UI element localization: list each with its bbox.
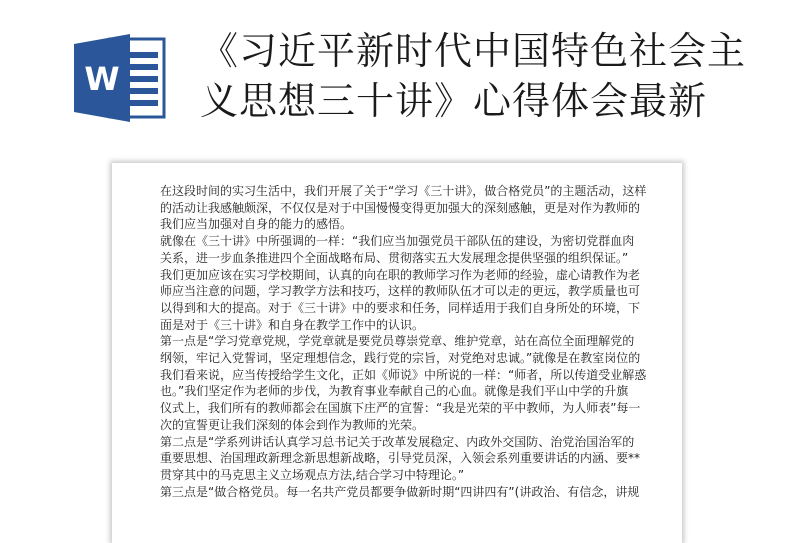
document-line: 以得到和大的提高。对于《三十讲》中的要求和任务，同样适用于我们自身所处的环境，下: [160, 300, 641, 315]
document-line: 师应当注意的问题，学习教学方法和技巧，这样的教师队伍才可以走的更远，教学质量也可: [160, 284, 641, 299]
document-line: 面是对于《三十讲》和自身在教学工作中的认识。: [160, 317, 425, 332]
page-title: [200, 26, 780, 126]
document-line: 关系，进一步血条推进四个全面战略布局、贯彻落实五大发展理念提供坚强的组织保证。”: [160, 250, 629, 265]
document-line: 次的宣誓更让我们深刻的体会到作为教师的光荣。: [160, 417, 425, 432]
document-line: 仪式上，我们所有的教师都会在国旗下庄严的宣誓：“我是光荣的平中教师，为人师表”每一: [160, 401, 641, 416]
document-line: 贯穿其中的马克思主义立场观点方法,结合学习中特理论。”: [160, 467, 465, 482]
document-page-preview: [112, 163, 682, 543]
document-line: 第三点是“做合格党员。每一名共产党员都要争做新时期“四讲四有”(讲政治、有信念，讲规: [160, 484, 640, 499]
document-line: 我们看来说，应当传授给学生文化，正如《师说》中所说的一样：“师者，所以传道受业解惑: [160, 367, 647, 382]
document-line: 我们应当加强对自身的能力的感悟。: [160, 217, 353, 232]
document-line: 纲领，牢记入党誓词，坚定理想信念，践行党的宗旨，对党绝对忠诚。”就像是在教室岗位的: [160, 351, 641, 366]
document-line: 的活动让我感触颇深，不仅仅是对于中国慢慢变得更加强大的深刻感触，更是对作为教师的: [160, 200, 641, 215]
document-line: 也。”我们坚定作为老师的步伐，为教育事业奉献自己的心血。就像是我们平山中学的升旗: [160, 384, 629, 399]
word-document-icon: [72, 30, 168, 126]
word-icon-graphic: [72, 30, 168, 126]
title-line: 《习近平新时代中国特色社会主: [200, 29, 747, 73]
document-line: 第二点是“学系列讲话认真学习总书记关于改革发展稳定、内政外交国防、治党治国治军的: [160, 434, 635, 449]
document-line: 就像在《三十讲》中所强调的一样：“我们应当加强党员干部队伍的建设，为密切党群血肉: [160, 234, 635, 249]
document-line: 我们更加应该在实习学校期间，认真的向在职的教师学习作为老师的经验，虚心请教作为老: [160, 267, 641, 282]
document-line: 在这段时间的实习生活中，我们开展了关于“学习《三十讲》，做合格党员”的主题活动，这样: [160, 184, 647, 198]
document-line: 第一点是“学习党章党规，学党章就是要党员尊崇党章、维护党章，站在高位全面理解党的: [160, 334, 635, 349]
document-body: [160, 183, 656, 500]
title-line: 义思想三十讲》心得体会最新: [200, 79, 708, 123]
document-line: 重要思想、治国理政新理念新思想新战略，引导党员深，入领会系列重要讲话的内涵、要**: [160, 451, 641, 466]
word-icon-letter: W: [84, 60, 120, 98]
